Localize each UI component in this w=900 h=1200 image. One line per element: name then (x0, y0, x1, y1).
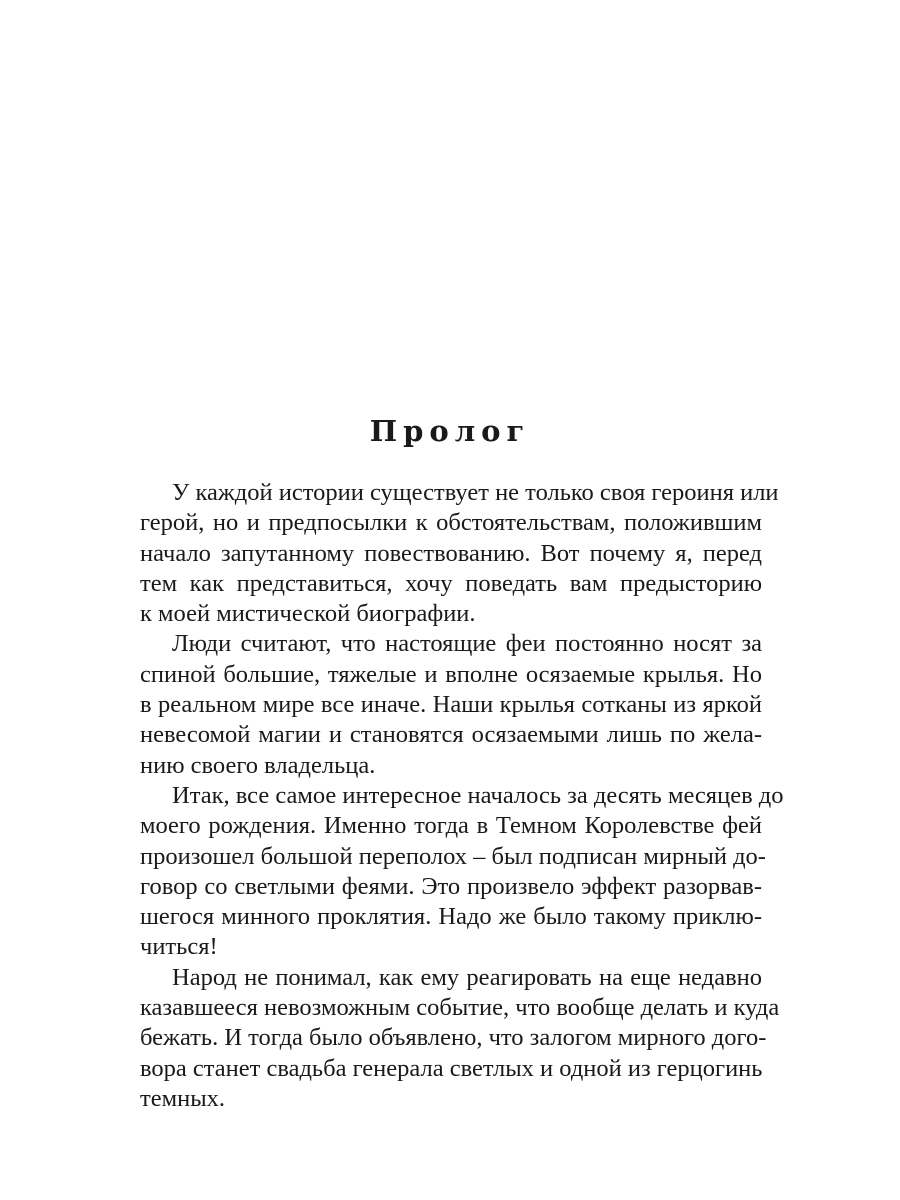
text-line: Народ не понимал, как ему реагировать на еще недавно (172, 963, 762, 991)
paragraph (140, 963, 780, 1114)
text-line: произошел большой переполох – был подписан мирный до- (140, 842, 766, 870)
text-line: начало запутанному повествованию. Вот почему я, перед (140, 539, 762, 567)
text-line: невесомой магии и становятся осязаемыми лишь по жела- (140, 721, 762, 749)
text-line: спиной большие, тяжелые и вполне осязаемые крылья. Но (140, 660, 762, 688)
text-line: говор со светлыми феями. Это произвело эффект разорвав- (140, 872, 762, 900)
chapter-title: Пролог (369, 414, 531, 448)
text-line: в реальном мире все иначе. Наши крылья сотканы из яркой (140, 691, 762, 719)
text-line: читься! (140, 933, 218, 961)
text-line: темных. (140, 1084, 226, 1112)
paragraph (140, 629, 762, 780)
text-line: шегося минного проклятия. Надо же было такому приклю- (140, 903, 762, 931)
text-line: нию своего владельца. (140, 751, 376, 779)
chapter-body (140, 478, 784, 1114)
text-line: тем как представиться, хочу поведать вам предысторию (140, 569, 762, 597)
text-line: У каждой истории существует не только своя героиня или (172, 479, 779, 506)
text-line: казавшееся невозможным событие, что вообще делать и куда (140, 994, 780, 1022)
text-line: моего рождения. Именно тогда в Темном Королевстве фей (140, 812, 762, 840)
text-line: Итак, все самое интересное началось за десять месяцев до (172, 781, 784, 809)
text-line: Люди считают, что настоящие феи постоянно носят за (172, 630, 762, 658)
text-line: вора станет свадьба генерала светлых и одной из герцогинь (140, 1054, 763, 1082)
paragraph (140, 478, 779, 629)
text-line: бежать. И тогда было объявлено, что залогом мирного дого- (140, 1024, 767, 1052)
text-line: к моей мистической биографии. (140, 600, 476, 628)
text-line: герой, но и предпосылки к обстоятельствам, положившим (140, 509, 762, 537)
paragraph (140, 781, 784, 963)
